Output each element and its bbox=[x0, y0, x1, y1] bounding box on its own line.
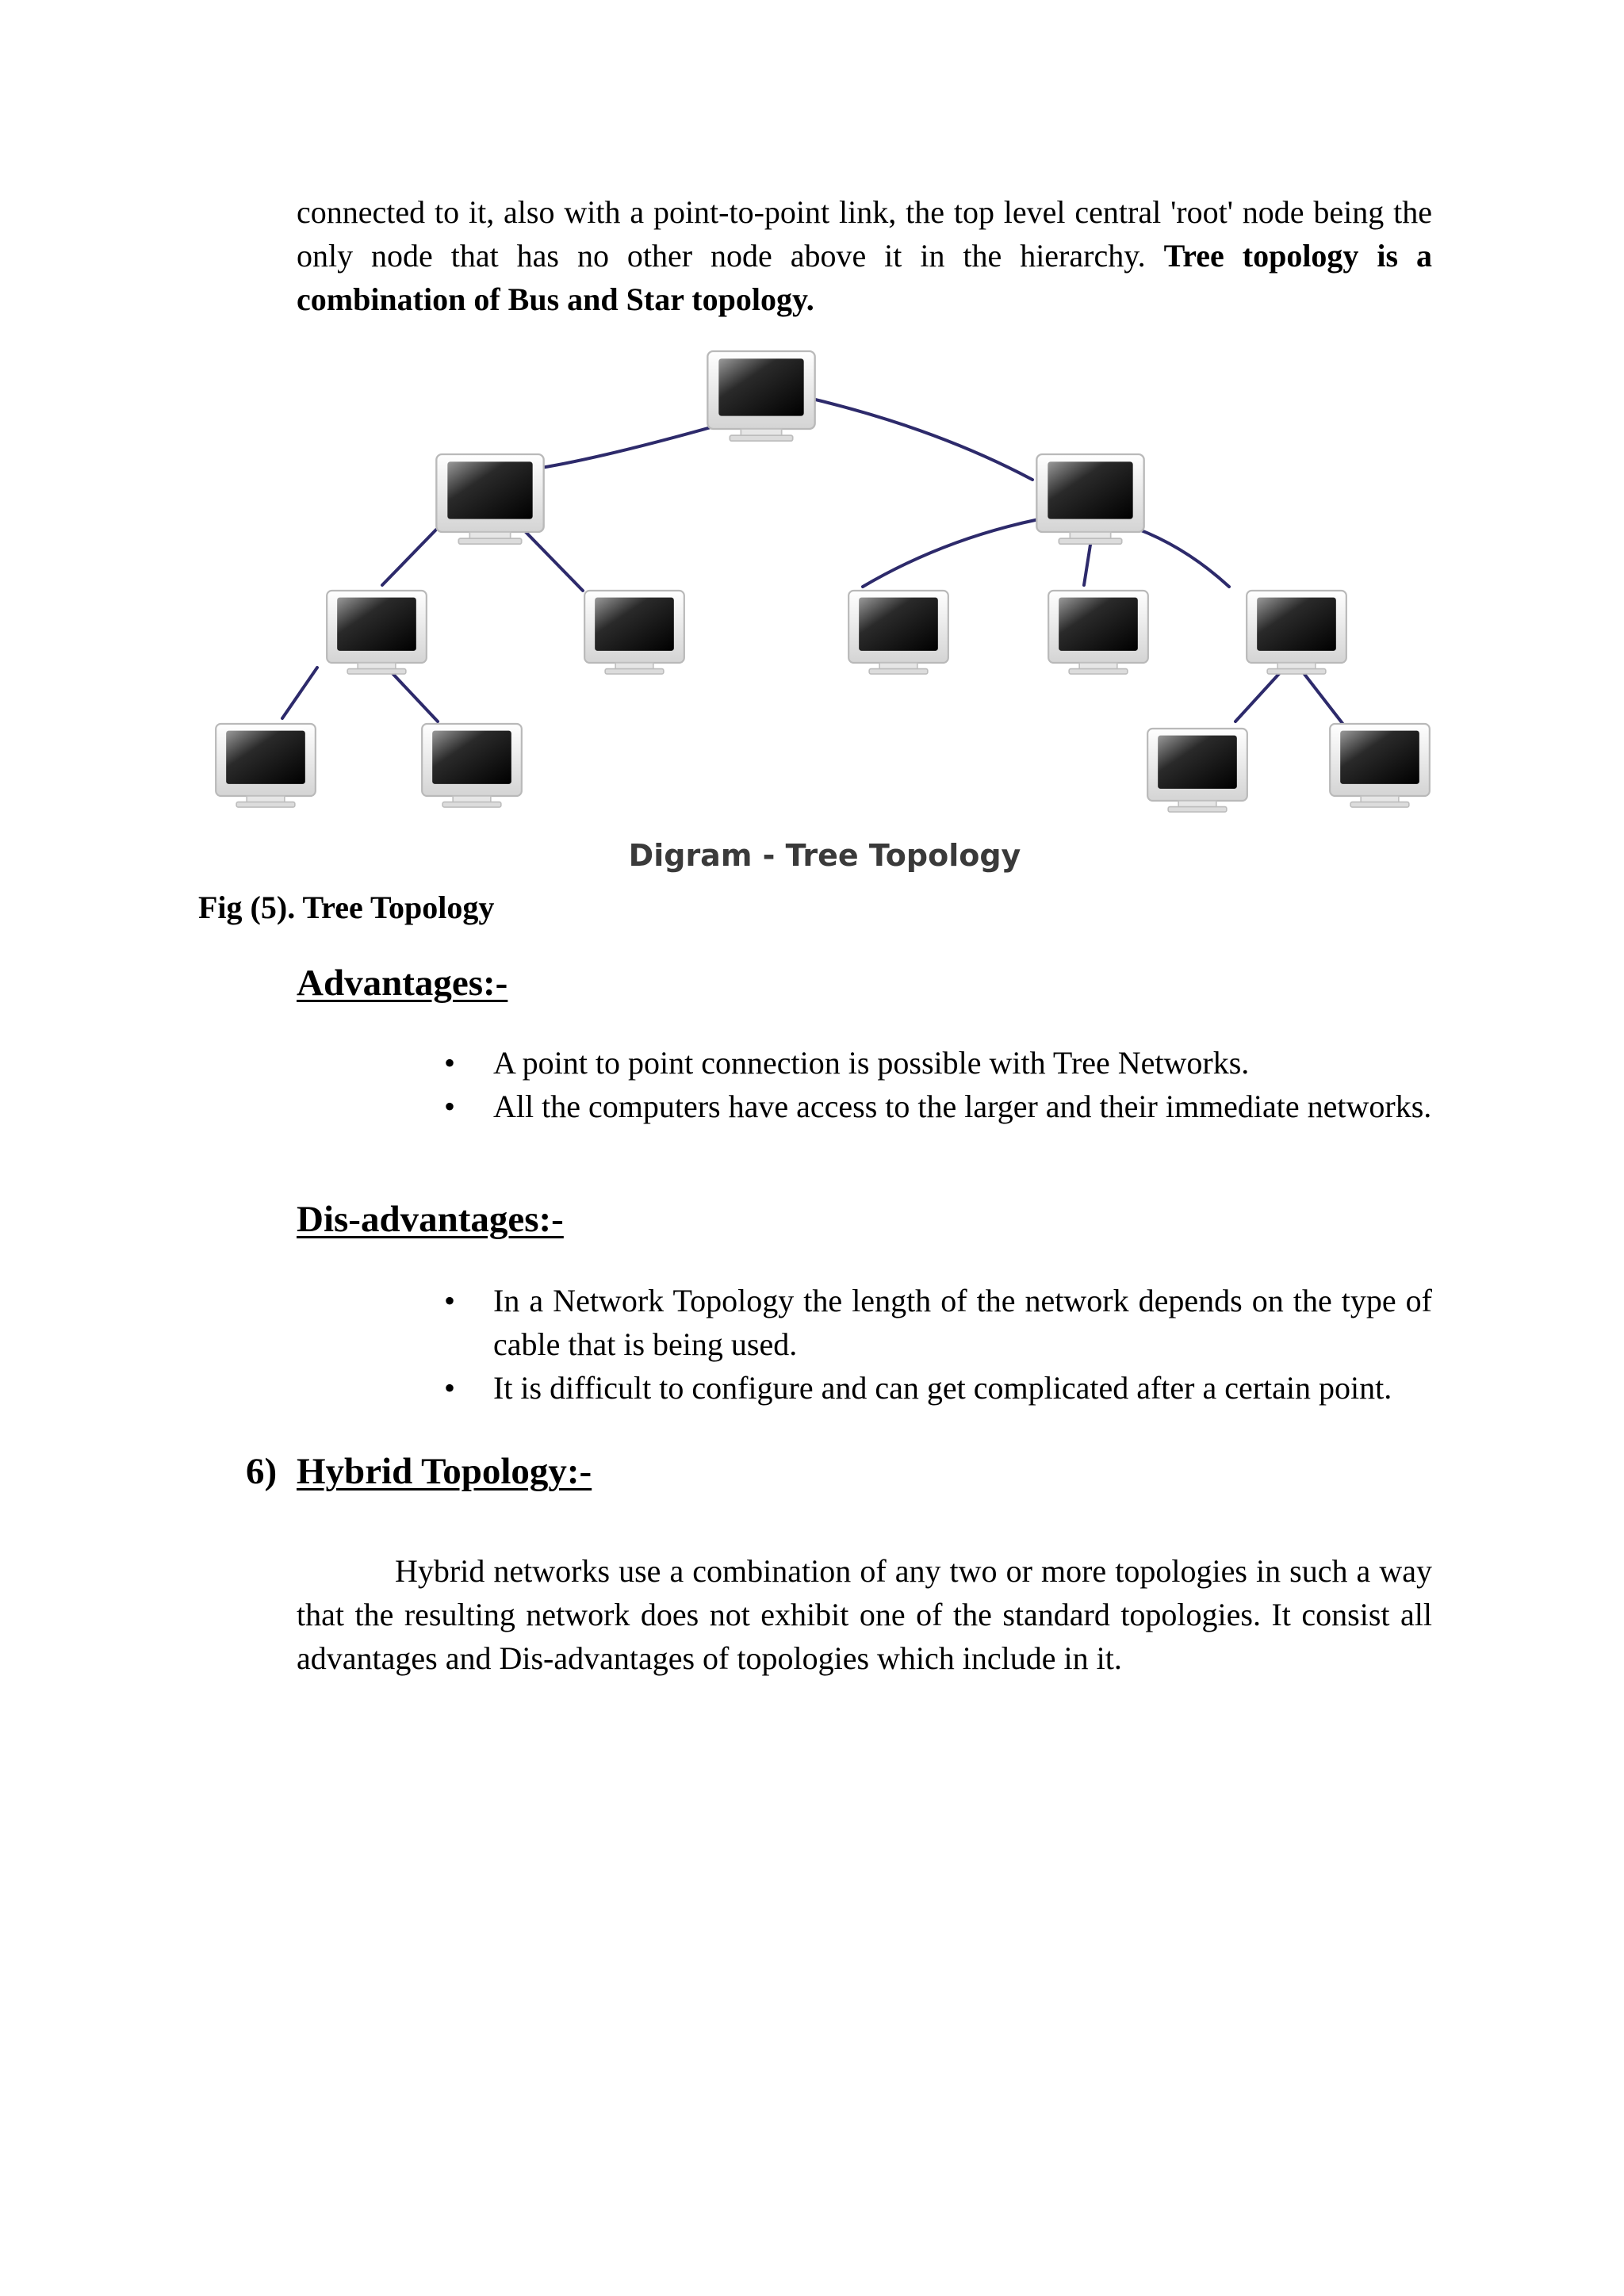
computer-monitor-icon bbox=[1036, 454, 1143, 544]
list-item-text: A point to point connection is possible with Tree Networks. bbox=[493, 1045, 1250, 1081]
computer-monitor-icon bbox=[584, 591, 684, 674]
link-root-right bbox=[809, 398, 1032, 480]
computers bbox=[216, 351, 1430, 812]
computer-monitor-icon bbox=[1247, 591, 1346, 674]
tree-topology-diagram bbox=[198, 349, 1451, 888]
computer-monitor-icon bbox=[216, 724, 316, 807]
hybrid-heading: Hybrid Topology:- bbox=[297, 1451, 592, 1492]
computer-monitor-icon bbox=[707, 351, 814, 441]
computer-monitor-icon bbox=[1048, 591, 1148, 674]
section-number: 6) bbox=[246, 1451, 278, 1492]
tree-topology-figure bbox=[198, 349, 1451, 888]
bullet-icon: • bbox=[444, 1089, 456, 1124]
advantages-heading: Advantages:- bbox=[297, 962, 508, 1004]
list-item bbox=[444, 1366, 1432, 1410]
computer-monitor-icon bbox=[327, 591, 427, 674]
list-item bbox=[444, 1085, 1432, 1128]
link-root-left bbox=[531, 427, 714, 469]
computer-monitor-icon bbox=[422, 724, 522, 807]
intro-text: connected to it, also with a point-to-point link, the top level central 'root' node being the only node that has no other node above it in the hierarchy. bbox=[297, 194, 1432, 274]
intro-bold-text: Tree topology is a combination of Bus and Star topology. bbox=[297, 238, 1433, 317]
list-item bbox=[444, 1279, 1432, 1366]
link-g-i bbox=[1298, 666, 1344, 725]
diagram-label: Digram - Tree Topology bbox=[628, 838, 1021, 873]
disadvantages-list bbox=[444, 1279, 1432, 1410]
computer-monitor-icon bbox=[1147, 729, 1247, 812]
figure-caption: Fig (5). Tree Topology bbox=[198, 890, 495, 925]
advantages-list bbox=[444, 1041, 1432, 1128]
bullet-icon: • bbox=[444, 1283, 456, 1318]
link-right-g bbox=[1126, 525, 1229, 587]
computer-monitor-icon bbox=[848, 591, 948, 674]
link-a-c bbox=[282, 668, 317, 718]
list-item-text: In a Network Topology the length of the network depends on the type of cable that is being used. bbox=[493, 1283, 1432, 1362]
list-item bbox=[444, 1041, 1432, 1085]
list-item-text: All the computers have access to the larger and their immediate networks. bbox=[493, 1089, 1432, 1124]
list-item-text: It is difficult to configure and can get complicated after a certain point. bbox=[493, 1370, 1392, 1406]
link-left-a bbox=[382, 530, 436, 585]
hybrid-paragraph: Hybrid networks use a combination of any two or more topologies in such a way that the resulting network does not exhibit one of the standard topologies. It consist all advantages and Dis-advantages of topologies which include in it. bbox=[297, 1553, 1432, 1676]
connection-lines bbox=[282, 398, 1344, 725]
intro-paragraph bbox=[297, 190, 1432, 321]
link-right-e bbox=[863, 519, 1039, 587]
link-left-b bbox=[523, 530, 583, 591]
disadvantages-heading: Dis-advantages:- bbox=[297, 1199, 564, 1240]
computer-monitor-icon bbox=[1330, 724, 1430, 807]
bullet-icon: • bbox=[444, 1370, 456, 1406]
computer-monitor-icon bbox=[436, 454, 543, 544]
bullet-icon: • bbox=[444, 1045, 456, 1081]
link-a-d bbox=[387, 668, 438, 721]
